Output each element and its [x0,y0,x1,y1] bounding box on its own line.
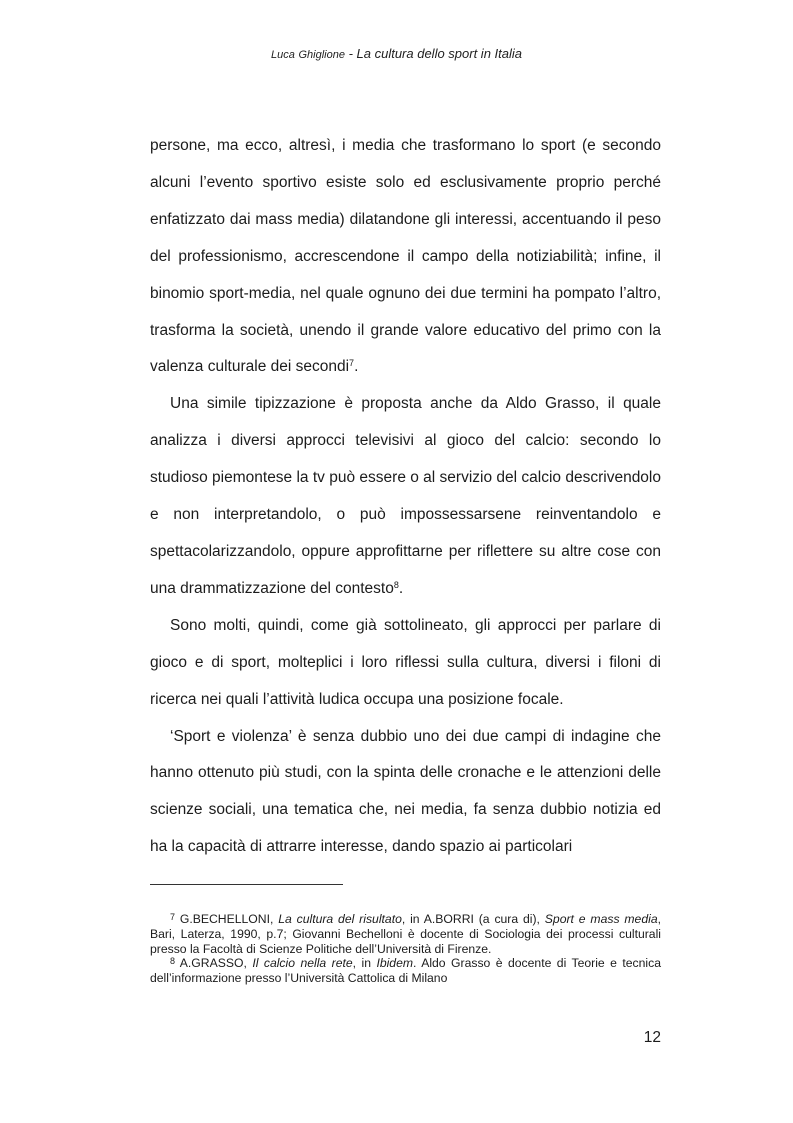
page-number: 12 [643,1029,661,1046]
footnote-divider [150,884,343,885]
paragraph-1: persone, ma ecco, altresì, i media che trasformano lo sport (e secondo alcuni l’evento sportivo esiste solo ed esclusivamente proprio perché enfatizzato dai mass media) dilatandone gli interessi, accentuando il peso del professionismo, accrescendone il campo della notiziabilità; infine, il binomio sport-media, nel quale ognuno dei due termini ha pompato l’altro, trasforma la società, unendo il grande valore educativo del primo con la valenza culturale dei secondi$^7$. [150,137,661,376]
footnote-7-number: 7 [170,912,176,922]
footnote-8-mid: , in [352,956,371,971]
header-author-first: Luca [270,49,295,61]
footnote-8 [150,956,661,986]
footnote-8-rest: . Aldo Grasso è docente di Teorie e tecnica dell’informazione presso l’Università Cattolica di Milano [150,956,661,986]
footnote-7 [150,912,661,956]
footnote-ref-8: 8 [393,579,399,590]
paragraph-2: Una simile tipizzazione è proposta anche da Aldo Grasso, il quale analizza i diversi approcci televisivi al gioco del calcio: secondo lo studioso piemontese la tv può essere o al servizio del calcio descrivendolo e non interpretandolo, o può impossessarsene reinventandolo e spettacolarizzandolo, oppure approfittarne per riflettere su altre cose con una drammatizzazione del contesto$^8$. [150,395,661,597]
footnotes [150,912,661,986]
footnote-8-author: A.GRASSO, [179,956,247,971]
header-title: La cultura dello sport in Italia [356,46,522,61]
footnote-8-ibidem: Ibidem [376,956,414,971]
footnote-ref-7: 7 [349,358,355,369]
footnote-8-title: Il calcio nella rete [252,956,353,971]
paragraph-4: ‘Sport e violenza’ è senza dubbio uno dei due campi di indagine che hanno ottenuto più studi, con la spinta delle cronache e le attenzioni delle scienze sociali, una tematica che, nei media, fa senza dubbio notizia ed ha la capacità di attrarre interesse, dando spazio ai particolari [150,727,661,856]
paragraph-1-text: persone, ma ecco, altresì, i media che trasformano lo sport (e secondo alcuni l’evento sportivo esiste solo ed esclusivamente proprio perché enfatizzato dai mass media) dilatandone gli interessi, accentuando il peso del professionismo, accrescendone il campo della notiziabilità; infine, il binomio sport-media, nel quale ognuno dei due termini ha pompato l’altro, trasforma la società, unendo il grande valore educativo del primo con la valenza culturale dei secondi [150,137,661,376]
paragraph-2-text: Una simile tipizzazione è proposta anche da Aldo Grasso, il quale analizza i diversi approcci televisivi al gioco del calcio: secondo lo studioso piemontese la tv può essere o al servizio del calcio descrivendolo e non interpretandolo, o può impossessarsene reinventandolo e spettacolarizzandolo, oppure approfittarne per riflettere su altre cose con una drammatizzazione del contesto [150,395,661,597]
body-text [150,128,661,866]
header-author-last: Ghiglione [298,49,345,61]
footnote-7-title2: Sport e mass media [544,912,658,926]
footnote-7-rest: , Bari, Laterza, 1990, p.7; Giovanni Bechelloni è docente di Sociologia dei processi culturali presso la Facoltà di Scienze Politiche dell’Università di Firenze. [150,912,661,956]
footnote-7-mid: , in A.BORRI (a cura di), [401,912,540,926]
footnote-7-title: La cultura del risultato [278,912,402,926]
paragraph-3: Sono molti, quindi, come già sottolineato, gli approcci per parlare di gioco e di sport, molteplici i loro riflessi sulla cultura, diversi i filoni di ricerca nei quali l’attività ludica occupa una posizione focale. [150,616,661,708]
footnote-8-number: 8 [170,956,176,967]
running-header: Luca Ghiglione - La cultura dello sport in Italia [270,46,522,61]
footnote-7-author: G.BECHELLONI, [179,912,274,926]
